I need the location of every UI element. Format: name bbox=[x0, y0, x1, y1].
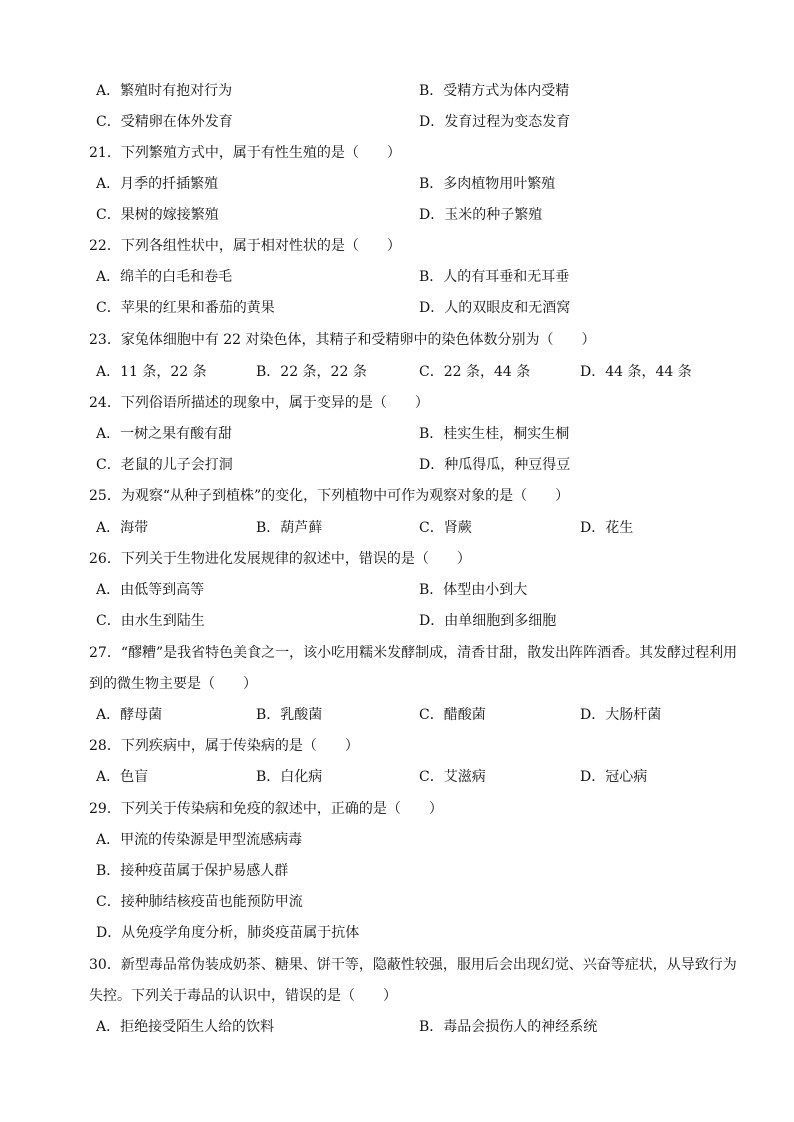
q21-options-row-1 bbox=[0, 173, 794, 195]
q26-options-row-2 bbox=[0, 610, 794, 632]
q22-option-a[interactable]: A．绵羊的白毛和卷毛 bbox=[96, 269, 233, 285]
q30-stem-part-1: 30．新型毒品常伪装成奶茶、糖果、饼干等，隐蔽性较强，服用后会出现幻觉、兴奋等症状，从导致行为 bbox=[89, 957, 737, 973]
q29-option-a-line bbox=[0, 829, 794, 851]
q26-option-a[interactable]: A．由低等到高等 bbox=[96, 582, 205, 598]
q24-stem-line bbox=[0, 392, 794, 414]
q30-option-a[interactable]: A．拒绝接受陌生人给的饮料 bbox=[96, 1019, 275, 1035]
q28-options-row bbox=[0, 766, 794, 788]
q24-stem: 24．下列俗语所描述的现象中，属于变异的是（ ） bbox=[89, 395, 429, 411]
q23-option-a[interactable]: A．11 条，22 条 bbox=[96, 364, 207, 380]
q23-option-d[interactable]: D．44 条，44 条 bbox=[580, 364, 692, 380]
q27-options-row bbox=[0, 704, 794, 726]
q24-option-a[interactable]: A．一树之果有酸有甜 bbox=[96, 426, 233, 442]
q21-option-a[interactable]: A．月季的扦插繁殖 bbox=[96, 176, 219, 192]
q22-options-row-1 bbox=[0, 266, 794, 288]
q20-options-row-1 bbox=[0, 80, 794, 102]
q25-option-a[interactable]: A．海带 bbox=[96, 520, 149, 536]
q26-option-c[interactable]: C．由水生到陆生 bbox=[96, 613, 205, 629]
q28-stem: 28．下列疾病中，属于传染病的是（ ） bbox=[89, 738, 359, 754]
q27-option-c[interactable]: C．醋酸菌 bbox=[419, 707, 486, 723]
q29-option-b-line bbox=[0, 860, 794, 882]
q26-option-d[interactable]: D．由单细胞到多细胞 bbox=[419, 613, 557, 629]
q23-stem: 23．家兔体细胞中有 22 对染色体，其精子和受精卵中的染色体数分别为（ ） bbox=[89, 332, 596, 348]
q23-option-b[interactable]: B．22 条，22 条 bbox=[256, 364, 367, 380]
q21-option-b[interactable]: B．多肉植物用叶繁殖 bbox=[419, 176, 556, 192]
q27-stem-line-1 bbox=[0, 642, 794, 664]
q24-options-row-1 bbox=[0, 423, 794, 445]
q26-options-row-1 bbox=[0, 579, 794, 601]
q28-option-c[interactable]: C．艾滋病 bbox=[419, 769, 486, 785]
q30-stem-part-2: 失控。下列关于毒品的认识中，错误的是（ ） bbox=[89, 988, 397, 1004]
q20-option-b[interactable]: B．受精方式为体内受精 bbox=[419, 83, 570, 99]
q24-options-row-2 bbox=[0, 454, 794, 476]
q22-stem-line bbox=[0, 235, 794, 257]
q21-options-row-2 bbox=[0, 204, 794, 226]
q28-stem-line bbox=[0, 735, 794, 757]
q29-option-c[interactable]: C．接种肺结核疫苗也能预防甲流 bbox=[96, 894, 303, 910]
q24-option-c[interactable]: C．老鼠的儿子会打洞 bbox=[96, 457, 233, 473]
q30-options-row-1 bbox=[0, 1016, 794, 1038]
q28-option-d[interactable]: D．冠心病 bbox=[580, 769, 648, 785]
q25-option-b[interactable]: B．葫芦藓 bbox=[256, 520, 323, 536]
q20-option-d[interactable]: D．发育过程为变态发育 bbox=[419, 114, 571, 130]
q27-option-d[interactable]: D．大肠杆菌 bbox=[580, 707, 662, 723]
q30-stem-line-2 bbox=[0, 985, 794, 1007]
q29-option-b[interactable]: B．接种疫苗属于保护易感人群 bbox=[96, 863, 289, 879]
q22-stem: 22．下列各组性状中，属于相对性状的是（ ） bbox=[89, 238, 401, 254]
q30-option-b[interactable]: B．毒品会损伤人的神经系统 bbox=[419, 1019, 598, 1035]
q24-option-b[interactable]: B．桂实生桂，桐实生桐 bbox=[419, 426, 570, 442]
q25-options-row bbox=[0, 517, 794, 539]
q29-option-c-line bbox=[0, 891, 794, 913]
q29-option-d[interactable]: D．从免疫学角度分析，肺炎疫苗属于抗体 bbox=[96, 925, 360, 941]
q26-option-b[interactable]: B．体型由小到大 bbox=[419, 582, 528, 598]
q25-stem-line bbox=[0, 485, 794, 507]
q29-stem-line bbox=[0, 798, 794, 820]
q25-option-c[interactable]: C．肾蕨 bbox=[419, 520, 472, 536]
q26-stem-line bbox=[0, 548, 794, 570]
q28-option-a[interactable]: A．色盲 bbox=[96, 769, 149, 785]
q29-option-d-line bbox=[0, 922, 794, 944]
q20-options-row-2 bbox=[0, 111, 794, 133]
q21-stem-line bbox=[0, 142, 794, 164]
q25-stem: 25．为观察“从种子到植株”的变化，下列植物中可作为观察对象的是（ ） bbox=[89, 488, 570, 504]
q25-option-d[interactable]: D．花生 bbox=[580, 520, 634, 536]
q30-stem-line-1 bbox=[0, 954, 794, 976]
q21-option-d[interactable]: D．玉米的种子繁殖 bbox=[419, 207, 543, 223]
q26-stem: 26．下列关于生物进化发展规律的叙述中，错误的是（ ） bbox=[89, 551, 471, 567]
q27-stem-line-2 bbox=[0, 673, 794, 695]
q21-option-c[interactable]: C．果树的嫁接繁殖 bbox=[96, 207, 219, 223]
q22-options-row-2 bbox=[0, 297, 794, 319]
q21-stem: 21．下列繁殖方式中，属于有性生殖的是（ ） bbox=[89, 145, 401, 161]
q29-option-a[interactable]: A．甲流的传染源是甲型流感病毒 bbox=[96, 832, 303, 848]
q24-option-d[interactable]: D．种瓜得瓜，种豆得豆 bbox=[419, 457, 571, 473]
q20-option-a[interactable]: A．繁殖时有抱对行为 bbox=[96, 83, 233, 99]
q23-option-c[interactable]: C．22 条，44 条 bbox=[419, 364, 531, 380]
q29-stem: 29．下列关于传染病和免疫的叙述中，正确的是（ ） bbox=[89, 801, 443, 817]
q27-stem-part-1: 27．“醪糟”是我省特色美食之一，该小吃用糯米发酵制成，清香甘甜，散发出阵阵酒香。其发酵过程利用 bbox=[89, 645, 738, 661]
q22-option-d[interactable]: D．人的双眼皮和无酒窝 bbox=[419, 300, 571, 316]
q22-option-c[interactable]: C．苹果的红果和番茄的黄果 bbox=[96, 300, 275, 316]
q23-options-row bbox=[0, 361, 794, 383]
q27-option-b[interactable]: B．乳酸菌 bbox=[256, 707, 323, 723]
q27-option-a[interactable]: A．酵母菌 bbox=[96, 707, 163, 723]
q28-option-b[interactable]: B．白化病 bbox=[256, 769, 323, 785]
q20-option-c[interactable]: C．受精卵在体外发育 bbox=[96, 114, 233, 130]
q27-stem-part-2: 到的微生物主要是（ ） bbox=[89, 676, 257, 692]
q23-stem-line bbox=[0, 329, 794, 351]
q22-option-b[interactable]: B．人的有耳垂和无耳垂 bbox=[419, 269, 570, 285]
